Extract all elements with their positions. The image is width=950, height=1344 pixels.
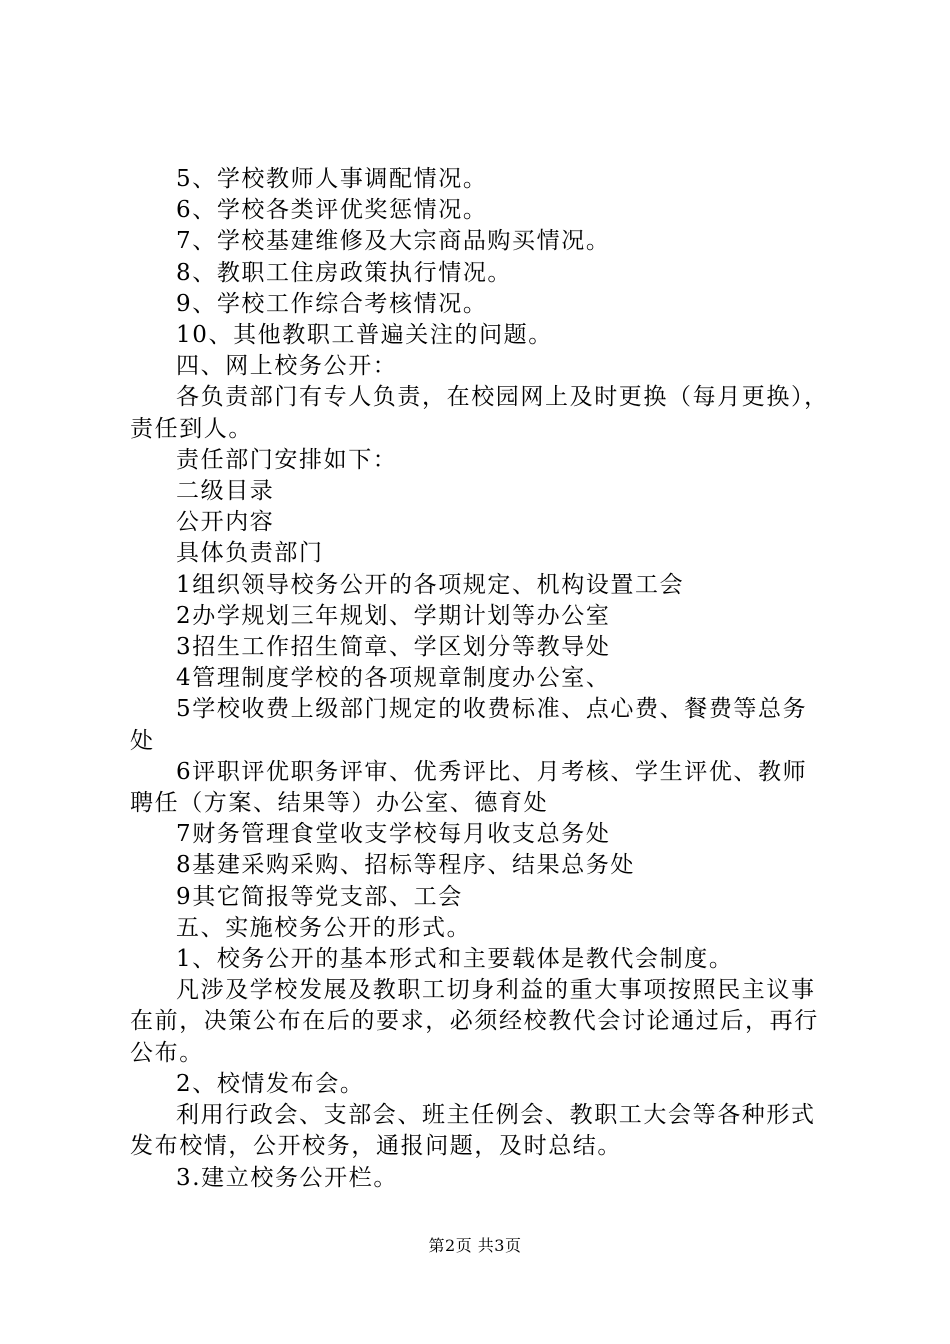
paragraph-19: 7财务管理食堂收支学校每月收支总务处 xyxy=(176,821,611,848)
paragraph-24: 凡涉及学校发展及教职工切身利益的重大事项按照民主议事在前，决策公布在后的要求，必须经校教代会讨论通过后，再行公布。 xyxy=(130,977,819,1066)
paragraph-2: 6、学校各类评优奖惩情况。 xyxy=(176,197,488,224)
paragraph-14: 2办学规划三年规划、学期计划等办公室 xyxy=(176,602,611,629)
paragraph-1: 5、学校教师人事调配情况。 xyxy=(176,166,488,192)
paragraph-18: 6评职评优职务评审、优秀评比、月考核、学生评优、教师聘任（方案、结果等）办公室、德育处 xyxy=(130,758,808,817)
paragraph-21: 9其它简报等党支部、工会 xyxy=(176,883,463,910)
page-footer xyxy=(0,1236,950,1256)
paragraph-16: 4管理制度学校的各项规章制度办公室、 xyxy=(176,665,611,692)
section-heading-5: 五、实施校务公开的形式。 xyxy=(176,914,472,941)
paragraph-3: 7、学校基建维修及大宗商品购买情况。 xyxy=(176,228,611,255)
paragraph-11: 公开内容 xyxy=(176,509,275,536)
paragraph-9: 责任部门安排如下： xyxy=(176,446,398,473)
paragraph-25: 2、校情发布会。 xyxy=(176,1070,365,1097)
paragraph-15: 3招生工作招生简章、学区划分等教导处 xyxy=(176,634,611,661)
page-number-label: 第2页 共3页 xyxy=(428,1236,522,1255)
paragraph-10: 二级目录 xyxy=(176,478,275,505)
paragraph-8: 各负责部门有专人负责，在校园网上及时更换（每月更换），责任到人。 xyxy=(130,384,829,442)
paragraph-6: 10、其他教职工普遍关注的问题。 xyxy=(176,322,553,349)
paragraph-13: 1组织领导校务公开的各项规定、机构设置工会 xyxy=(176,571,685,598)
paragraph-23: 1、校务公开的基本形式和主要载体是教代会制度。 xyxy=(176,946,734,973)
document-body xyxy=(130,164,830,1194)
section-heading-4: 四、网上校务公开： xyxy=(176,353,398,380)
paragraph-4: 8、教职工住房政策执行情况。 xyxy=(176,259,513,286)
paragraph-27: 3.建立校务公开栏。 xyxy=(176,1164,398,1191)
paragraph-17: 5学校收费上级部门规定的收费标准、点心费、餐费等总务处 xyxy=(130,696,808,754)
paragraph-12: 具体负责部门 xyxy=(176,540,324,567)
paragraph-5: 9、学校工作综合考核情况。 xyxy=(176,290,488,317)
paragraph-26: 利用行政会、支部会、班主任例会、教职工大会等各种形式发布校情，公开校务，通报问题，及时总结。 xyxy=(130,1102,816,1160)
paragraph-20: 8基建采购采购、招标等程序、结果总务处 xyxy=(176,852,636,879)
